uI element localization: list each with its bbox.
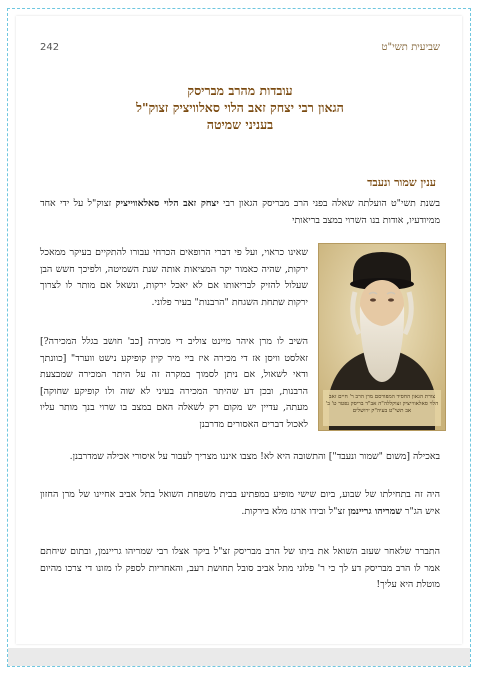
section-heading: ענין שמור ונעבד: [367, 176, 436, 189]
page-header: [40, 42, 440, 58]
paragraph-3-text-a: היה זה בתחילתו של שבוע, ביום שישי מופיע במפתיע בבית משפחת השואל בתל אביב אחיינו של מרן החזון איש הג"ר: [40, 489, 440, 517]
paragraph-1-text-a: בשנת תשי"ט הועלתה שאלה בפני הרב מבריסק הגאון רבי: [218, 198, 440, 209]
bottom-band: [8, 648, 470, 666]
title-line-3: בעניני שמיטה: [206, 117, 274, 132]
paragraph-2-tail: באכילה [משום "שמור ונעבד"] והתשובה היא לא! מצבו איננו מצריך לעבור על איסורי אכילה שמדרבנן.: [69, 451, 440, 462]
paragraph-1-text-b: זצוק"ל על ידי אחד ממיודעיו, אודות בנו השרוי במצב בריאותי: [40, 198, 440, 226]
rabbi-name-bold: יצחק זאב הלוי סאלאווייציק: [115, 198, 219, 209]
paragraph-2: השיב לו מרן איהר מיינט צוליב די מכירה [כב' חושב בגלל המכירה?] זאלסט וויסן אז די מכירה איז ביי מיר קיין קופיקע נישט ווערד" [כוונתך ודאי לשאול, אם ניתן לסמוך במקרה זה על היתר המכירה שמבצעת הרבנות, ובכן דע שהיתר המכירה בעיני לא שוה ולו קופיקע שחוקה] מעתה, עדיין יש מקום רק לשאלה האם במצב בו שרוי בנך מותר עליו לאכול דברים האסורים מדרבנן: [40, 336, 308, 430]
rabbi-portrait-photo: [318, 243, 446, 431]
paragraph-3: [40, 487, 440, 520]
photo-caption: צורת הגאון החסיד המפורסם מרן הרב ר' חיים זאב הלוי סאלאווייציק זצוקללה"ה אב"ד בריסק נפטר ט' ב' אב תשי"ט בעיה"ק ירושלים: [325, 394, 439, 414]
article-title: [40, 82, 440, 133]
paragraph-3-text-b: זצ"ל ובידו ארגז מלא בירקות.: [241, 505, 348, 517]
page-number: 242: [40, 42, 60, 53]
paragraph-4: התברר שלאחר שעזב השואל את ביתו של הרב מבריסק זצ"ל ביקר אצלו רבי שמריהו גריינמן, ובתום שיחתם אמר לו הרב מבריסק דע לך כי ר' פלוני מתל אביב סובל תחושת רעב, והאחריות לספק לו מזונו די צרכו מהיום מוטלת היא עליך!: [40, 546, 440, 590]
paragraph-1-opening: [40, 196, 440, 229]
paragraph-1-rest: שאינו כראוי, ועל פי דברי הרופאים הכרחי עבורו להתקיים בעיקר ממאכל ירקות, שהיה כאמור יקר המציאות אותה שנת השמיטה, ולפיכך חשש הבן שעלול להזיק לבריאותו אם לא יאכל ירקות, ונשאל אם מותר לו לצרוך ירקות שתחת השגחת "הרבנות" בעיר פלוני.: [40, 247, 308, 308]
title-line-2: הגאון רבי יצחק זאב הלוי סאלוויציק זצוק"ל: [136, 100, 344, 115]
greineman-name-bold: שמריהו גריינמן: [347, 505, 402, 517]
title-line-1: עובדות מהרב מבריסק: [187, 83, 293, 98]
running-head: שביעית תשי"ט: [381, 42, 440, 53]
